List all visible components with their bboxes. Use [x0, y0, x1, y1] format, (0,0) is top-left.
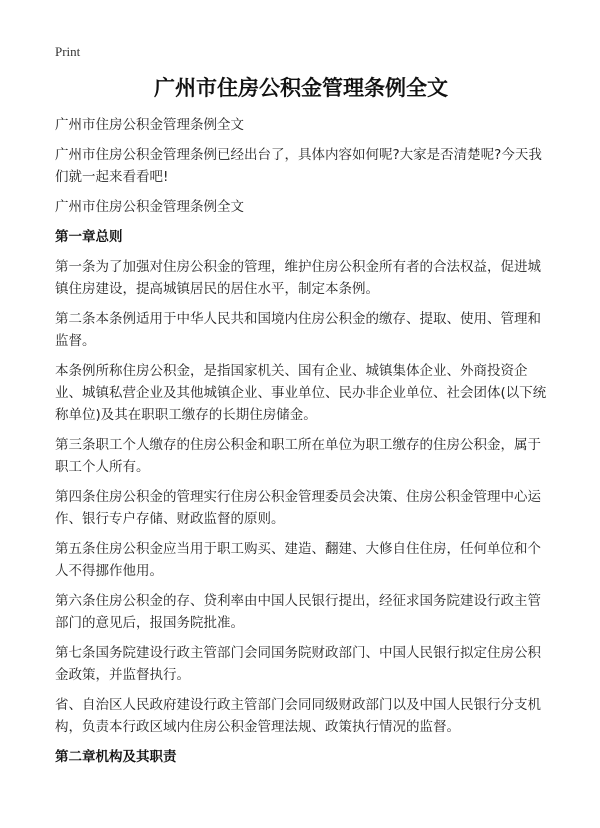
- paragraph: 广州市住房公积金管理条例已经出台了，具体内容如何呢?大家是否清楚呢?今天我们就一起来看看吧!: [55, 147, 542, 185]
- paragraph: 省、自治区人民政府建设行政主管部门会同同级财政部门以及中国人民银行分支机构，负责本行政区域内住房公积金管理法规、政策执行情况的监督。: [55, 697, 541, 735]
- paragraph: 第五条住房公积金应当用于职工购买、建造、翻建、大修自住住房，任何单位和个人不得挪作他用。: [55, 541, 541, 579]
- document-body: [55, 114, 547, 768]
- paragraph: 本条例所称住房公积金，是指国家机关、国有企业、城镇集体企业、外商投资企业、城镇私营企业及其他城镇企业、事业单位、民办非企业单位、社会团体(以下统称单位)及其在职职工缴存的长期住房储金。: [55, 363, 547, 423]
- document-page: [55, 44, 547, 776]
- chapter-heading: 第二章机构及其职责: [55, 749, 177, 765]
- paragraph: 第二条本条例适用于中华人民共和国境内住房公积金的缴存、提取、使用、管理和监督。: [55, 311, 541, 349]
- paragraph: 第三条职工个人缴存的住房公积金和职工所在单位为职工缴存的住房公积金，属于职工个人所有。: [55, 437, 541, 475]
- paragraph: 第一条为了加强对住房公积金的管理，维护住房公积金所有者的合法权益，促进城镇住房建设，提高城镇居民的居住水平，制定本条例。: [55, 259, 541, 297]
- paragraph: 广州市住房公积金管理条例全文: [55, 199, 244, 215]
- paragraph: 第六条住房公积金的存、贷利率由中国人民银行提出，经征求国务院建设行政主管部门的意见后，报国务院批准。: [55, 593, 541, 631]
- print-link[interactable]: Print: [55, 44, 81, 59]
- paragraph: 第七条国务院建设行政主管部门会同国务院财政部门、中国人民银行拟定住房公积金政策，并监督执行。: [55, 645, 541, 683]
- chapter-heading: 第一章总则: [55, 229, 123, 245]
- document-title: 广州市住房公积金管理条例全文: [154, 76, 448, 100]
- paragraph: 第四条住房公积金的管理实行住房公积金管理委员会决策、住房公积金管理中心运作、银行专户存储、财政监督的原则。: [55, 489, 541, 527]
- paragraph: 广州市住房公积金管理条例全文: [55, 117, 244, 133]
